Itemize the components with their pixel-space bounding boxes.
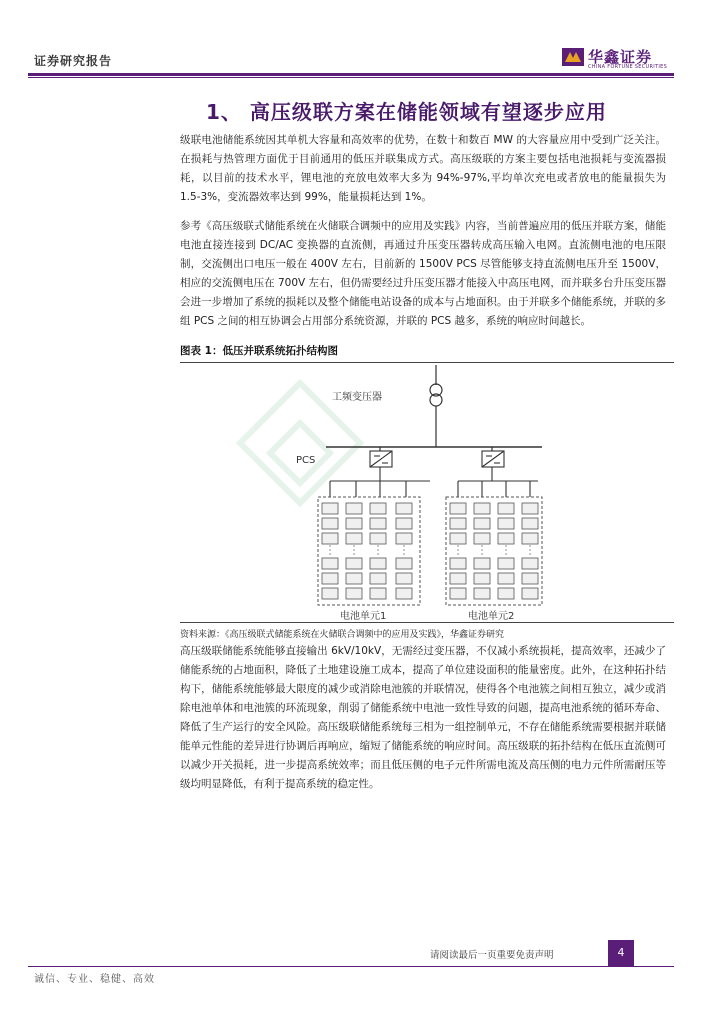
logo-mark-icon (562, 48, 584, 66)
battery-unit-1 (318, 497, 420, 605)
transformer-label: 工频变压器 (332, 392, 382, 403)
topology-diagram (180, 363, 674, 621)
pcs-label: PCS (296, 455, 316, 466)
battery-unit-1-label: 电池单元1 (340, 611, 387, 621)
figure-caption: 图表 1：低压并联系统拓扑结构图 (180, 343, 674, 363)
page-number: 4 (608, 940, 634, 966)
body-paragraph-3: 高压级联储能系统能够直接输出 6kV/10kV，无需经过变压器，不仅减小系统损耗，提高效率，还减少了储能系统的占地面积，降低了土地建设施工成本，提高了单位建设面积的能量密度。此外，在这种拓扑结构下，储能系统能够最大限度的减少或消除电池簇的并联情况，使得各个电池簇之间相互独立，减少或消除电池单体和电池簇的环流现象，削弱了储能系统中电池一致性导致的问题，提高电池系统的循环寿命、降低了生产运行的安全风险。高压级联储能系统每三相为一组控制单元，不存在储能系统需要根据并联储能单元性能的差异进行协调后再响应，缩短了储能系统的响应时间。高压级联的拓扑结构在低压直流侧可以减少开关损耗，进一步提高系统效率；而且低压侧的电子元件所需电流及高压侧的电力元件所需耐压等级均明显降低，有利于提高系统的稳定性。 (180, 645, 666, 790)
transformer-symbol (430, 365, 442, 447)
header-divider (28, 73, 674, 76)
battery-unit-2-label: 电池单元2 (468, 611, 515, 621)
dc-bus-lines (330, 467, 538, 497)
figure-source: 资料来源：《高压级联式储能系统在火储联合调频中的应用及实践》，华鑫证券研究 (180, 622, 674, 640)
pcs-converter-1 (370, 451, 392, 467)
battery-unit-2 (446, 497, 542, 605)
section-title: 1、 高压级联方案在储能领域有望逐步应用 (206, 100, 607, 124)
header-divider-thin (28, 77, 674, 78)
disclaimer-notice: 请阅读最后一页重要免责声明 (430, 950, 554, 961)
logo-english-name: CHINA FORTUNE SECURITIES (588, 64, 668, 70)
company-logo (562, 46, 672, 72)
footer-motto: 诚信、专业、稳健、高效 (34, 974, 155, 985)
body-paragraph-1: 级联电池储能系统因其单机大容量和高效率的优势，在数十和数百 MW 的大容量应用中受到广泛关注。在损耗与热管理方面优于目前通用的低压并联集成方式。高压级联的方案主要包括电池损耗与变流器损耗，以目前的技术水平，锂电池的充放电效率大多为 94%-97%,平均单次充电或者放电的能量损失为 1.5-3%，变流器效率达到 99%，能量损耗达到 1%。 (180, 134, 666, 203)
logo-name: 华鑫证券 (588, 48, 653, 66)
footer-divider (28, 966, 674, 967)
report-type-label: 证券研究报告 (34, 54, 113, 68)
pcs-converter-2 (482, 451, 504, 467)
body-paragraph-2: 参考《高压级联式储能系统在火储联合调频中的应用及实践》内容，当前普遍应用的低压并联方案，储能电池直接连接到 DC/AC 变换器的直流侧，再通过升压变压器转成高压输入电网。直流侧电池的电压限制，交流侧出口电压一般在 400V 左右，目前新的 1500V PCS 尽管能够支持直流侧电压升至 1500V，相应的交流侧电压在 700V 左右，但仍需要经过升压变压器才能接入中高压电网，而并联多台升压变压器会进一步增加了系统的损耗以及整个储能电站设备的成本与占地面积。由于并联多个储能系统，并联的多组 PCS 之间的相互协调会占用部分系统资源，并联的 PCS 越多，系统的响应时间越长。 (180, 220, 666, 327)
